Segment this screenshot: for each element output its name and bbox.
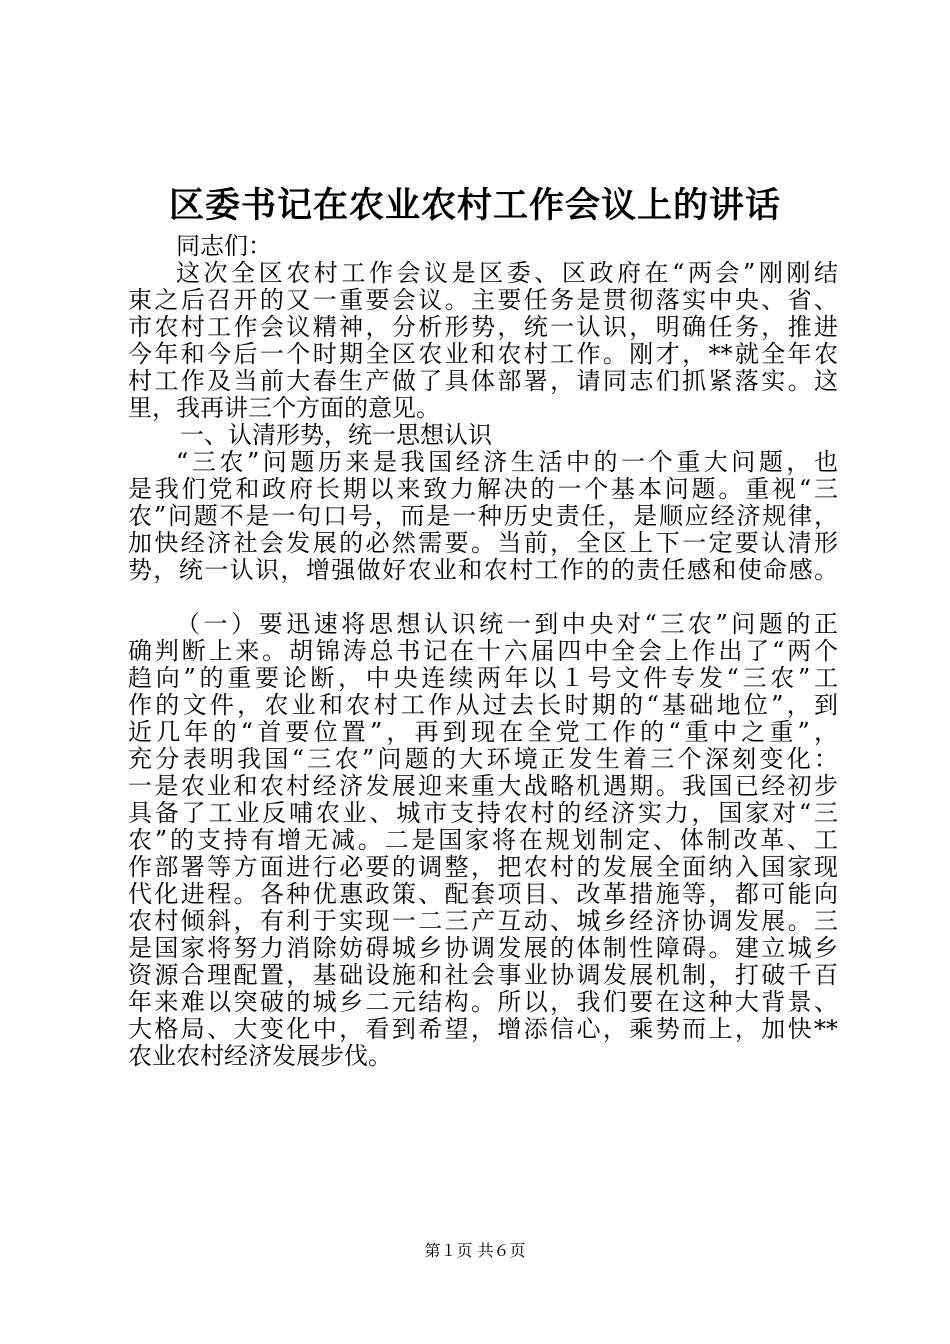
paragraph-line: 确判断上来。胡锦涛总书记在十六届四中全会上作出了“两个 (128, 637, 838, 665)
paragraph-line: 束之后召开的又一重要会议。主要任务是贯彻落实中央、省、 (128, 286, 838, 314)
paragraph-line: 大格局、大变化中，看到希望，增添信心，乘势而上，加快** (128, 1015, 838, 1043)
paragraph-line: 农业农村经济发展步伐。 (128, 1042, 392, 1070)
paragraph-line: 资源合理配置，基础设施和社会事业协调发展机制，打破千百 (128, 961, 838, 989)
paragraph-line: 作的文件，农业和农村工作从过去长时期的“基础地位”，到 (128, 691, 838, 719)
paragraph-line: 里，我再讲三个方面的意见。 (128, 394, 440, 422)
section-heading: 一、认清形势，统一思想认识 (180, 421, 492, 449)
paragraph-line: 作部署等方面进行必要的调整，把农村的发展全面纳入国家现 (128, 853, 838, 881)
paragraph-line: 代化进程。各种优惠政策、配套项目、改革措施等，都可能向 (128, 880, 838, 908)
page-footer: 第１页 共６页 (424, 1241, 526, 1260)
paragraph-line: 充分表明我国“三农”问题的大环境正发生着三个深刻变化： (128, 745, 838, 773)
paragraph-line: 市农村工作会议精神，分析形势，统一认识，明确任务，推进 (128, 313, 838, 341)
paragraph-line: 具备了工业反哺农业、城市支持农村的经济实力，国家对“三 (128, 799, 838, 827)
paragraph-line: 农”的支持有增无减。二是国家将在规划制定、体制改革、工 (128, 826, 838, 854)
paragraph-line: 趋向”的重要论断，中央连续两年以１号文件专发“三农”工 (128, 664, 838, 692)
paragraph-line: （一）要迅速将思想认识统一到中央对“三农”问题的正 (176, 610, 838, 638)
paragraph-line: 今年和今后一个时期全区农业和农村工作。刚才，**就全年农 (128, 340, 838, 368)
paragraph-line: “三农”问题历来是我国经济生活中的一个重大问题，也 (176, 448, 838, 476)
paragraph-line: 近几年的“首要位置”，再到现在全党工作的“重中之重”， (128, 718, 838, 746)
paragraph-spacer (128, 584, 838, 611)
paragraph-line: 加快经济社会发展的必然需要。当前，全区上下一定要认清形 (128, 529, 838, 557)
paragraph-line: 是国家将努力消除妨碍城乡协调发展的体制性障碍。建立城乡 (128, 934, 838, 962)
paragraph-line: 村工作及当前大春生产做了具体部署，请同志们抓紧落实。这 (128, 367, 838, 395)
paragraph-line: 势，统一认识，增强做好农业和农村工作的的责任感和使命感。 (128, 556, 838, 584)
salutation: 同志们： (176, 232, 272, 260)
paragraph-line: 是我们党和政府长期以来致力解决的一个基本问题。重视“三 (128, 475, 838, 503)
document-title: 区委书记在农业农村工作会议上的讲话 (168, 185, 781, 226)
paragraph-line: 年来难以突破的城乡二元结构。所以，我们要在这种大背景、 (128, 988, 838, 1016)
paragraph-line: 农”问题不是一句口号，而是一种历史责任，是顺应经济规律， (128, 502, 838, 530)
paragraph-line: 一是农业和农村经济发展迎来重大战略机遇期。我国已经初步 (128, 772, 838, 800)
document-body (128, 233, 838, 1070)
paragraph-line: 农村倾斜，有利于实现一二三产互动、城乡经济协调发展。三 (128, 907, 838, 935)
paragraph-line: 这次全区农村工作会议是区委、区政府在“两会”刚刚结 (176, 259, 838, 287)
